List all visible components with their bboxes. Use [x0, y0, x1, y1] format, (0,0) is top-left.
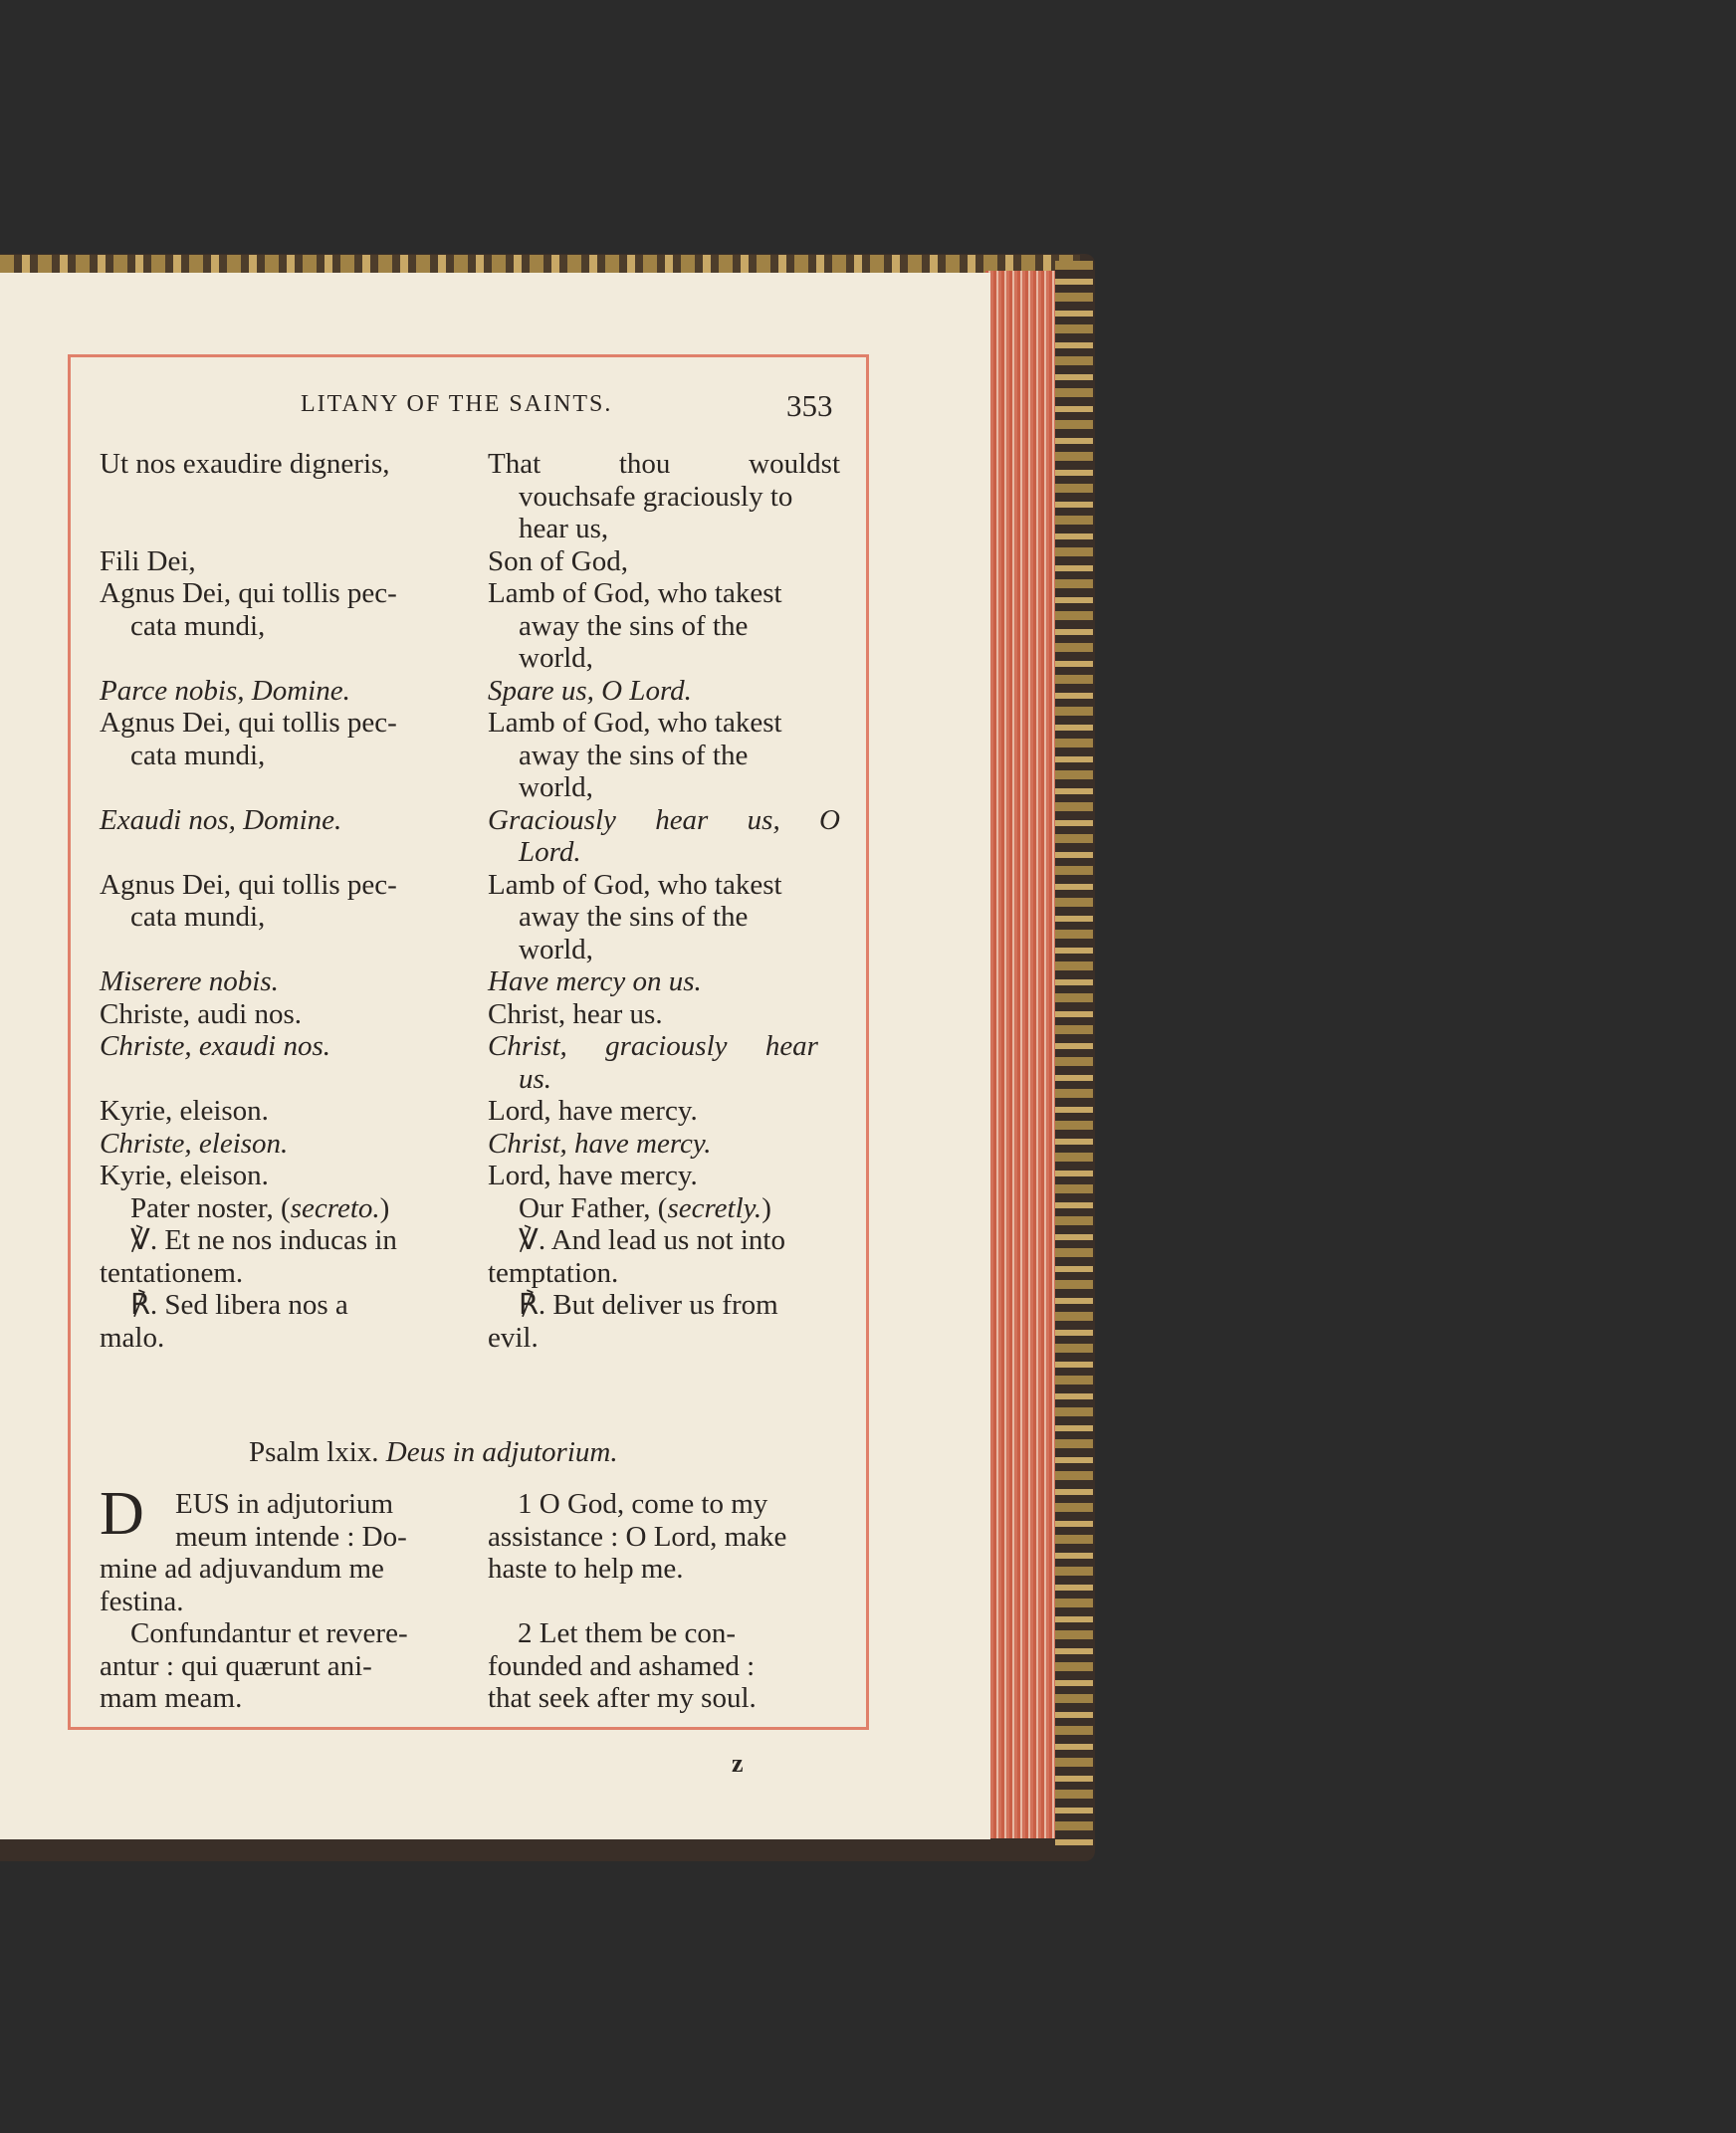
english-line: Our Father, (secretly.)	[519, 1191, 771, 1224]
english-line: hear us,	[519, 513, 609, 544]
english-line: ℟. But deliver us from	[519, 1289, 778, 1321]
english-column	[488, 448, 840, 1354]
psalm-latin-line: EUS in adjutorium	[175, 1488, 394, 1520]
latin-line: cata mundi,	[130, 901, 266, 933]
latin-line: Fili Dei,	[100, 544, 196, 577]
latin-line: Christe, eleison.	[100, 1127, 289, 1160]
english-line: Lamb of God, who takest	[488, 868, 782, 901]
latin-line: Pater noster, (secreto.)	[130, 1191, 390, 1224]
page-number: 353	[786, 388, 833, 423]
running-title: LITANY OF THE SAINTS.	[301, 391, 613, 417]
latin-line: Miserere nobis.	[100, 965, 279, 997]
latin-line: Exaudi nos, Domine.	[100, 803, 342, 836]
latin-line: tentationem.	[100, 1256, 244, 1289]
english-line: away the sins of the	[519, 609, 749, 642]
english-line: world,	[519, 642, 593, 674]
psalm-latin-line: mine ad adjuvandum me	[100, 1553, 384, 1585]
english-line: Lamb of God, who takest	[488, 577, 782, 609]
english-line: Lord, have mercy.	[488, 1095, 698, 1127]
psalm-latin-line: mam meam.	[100, 1682, 243, 1714]
psalm-english-line: 2 Let them be con-	[518, 1617, 737, 1649]
english-line: temptation.	[488, 1256, 619, 1289]
english-line: Lord.	[519, 836, 581, 868]
english-line: Spare us, O Lord.	[488, 674, 692, 707]
psalm-english-line: that seek after my soul.	[488, 1682, 757, 1714]
english-line: Christ, have mercy.	[488, 1127, 712, 1160]
english-line: evil.	[488, 1321, 539, 1354]
gilt-spine-edge	[1055, 261, 1093, 1853]
english-line: world,	[519, 933, 593, 965]
english-line: Lamb of God, who takest	[488, 707, 782, 739]
english-line: Have mercy on us.	[488, 965, 702, 997]
psalm-latin-column	[100, 1488, 466, 1715]
latin-line: Kyrie, eleison.	[100, 1160, 269, 1191]
latin-line: ℣. Et ne nos inducas in	[130, 1224, 397, 1256]
english-line: Lord, have mercy.	[488, 1160, 698, 1191]
english-line: Christ, graciously hear	[488, 1030, 818, 1062]
psalm-title: Psalm lxix. Deus in adjutorium.	[249, 1436, 618, 1468]
signature-mark: z	[732, 1749, 744, 1778]
latin-line: Christe, exaudi nos.	[100, 1030, 330, 1062]
gilt-top-edge	[0, 255, 1080, 275]
english-line: Graciously hear us, O	[488, 803, 840, 836]
latin-column	[100, 448, 466, 1354]
english-line: vouchsafe graciously to	[519, 480, 793, 513]
psalm-english-line: founded and ashamed :	[488, 1649, 756, 1682]
psalm-latin-line: festina.	[100, 1585, 184, 1617]
english-line: away the sins of the	[519, 739, 749, 771]
english-line: Son of God,	[488, 544, 628, 577]
drop-cap: D	[100, 1480, 144, 1548]
english-line: us.	[519, 1062, 552, 1095]
latin-line: Kyrie, eleison.	[100, 1095, 269, 1127]
psalm-latin-line: antur : qui quærunt ani-	[100, 1649, 372, 1682]
latin-line: ℟. Sed libera nos a	[130, 1289, 348, 1321]
latin-line: cata mundi,	[130, 739, 266, 771]
english-line: ℣. And lead us not into	[519, 1224, 785, 1256]
psalm-english-line: assistance : O Lord, make	[488, 1520, 787, 1553]
latin-line: cata mundi,	[130, 609, 266, 642]
psalm-english-line: 1 O God, come to my	[518, 1488, 768, 1520]
psalm-english-line: haste to help me.	[488, 1553, 684, 1585]
page-fore-edges	[985, 271, 1055, 1838]
latin-line: malo.	[100, 1321, 165, 1354]
psalm-latin-line: Confundantur et revere-	[130, 1617, 408, 1649]
english-line: Christ, hear us.	[488, 997, 663, 1030]
psalm-english-column	[488, 1488, 840, 1715]
latin-line: Agnus Dei, qui tollis pec-	[100, 868, 397, 901]
latin-line: Agnus Dei, qui tollis pec-	[100, 577, 397, 609]
latin-line: Ut nos exaudire digneris,	[100, 448, 390, 480]
english-line: That thou wouldst	[488, 448, 840, 480]
latin-line: Agnus Dei, qui tollis pec-	[100, 707, 397, 739]
latin-line: Christe, audi nos.	[100, 997, 302, 1030]
english-line: away the sins of the	[519, 901, 749, 933]
english-line: world,	[519, 771, 593, 803]
psalm-latin-line: meum intende : Do-	[175, 1520, 407, 1553]
latin-line: Parce nobis, Domine.	[100, 674, 350, 707]
